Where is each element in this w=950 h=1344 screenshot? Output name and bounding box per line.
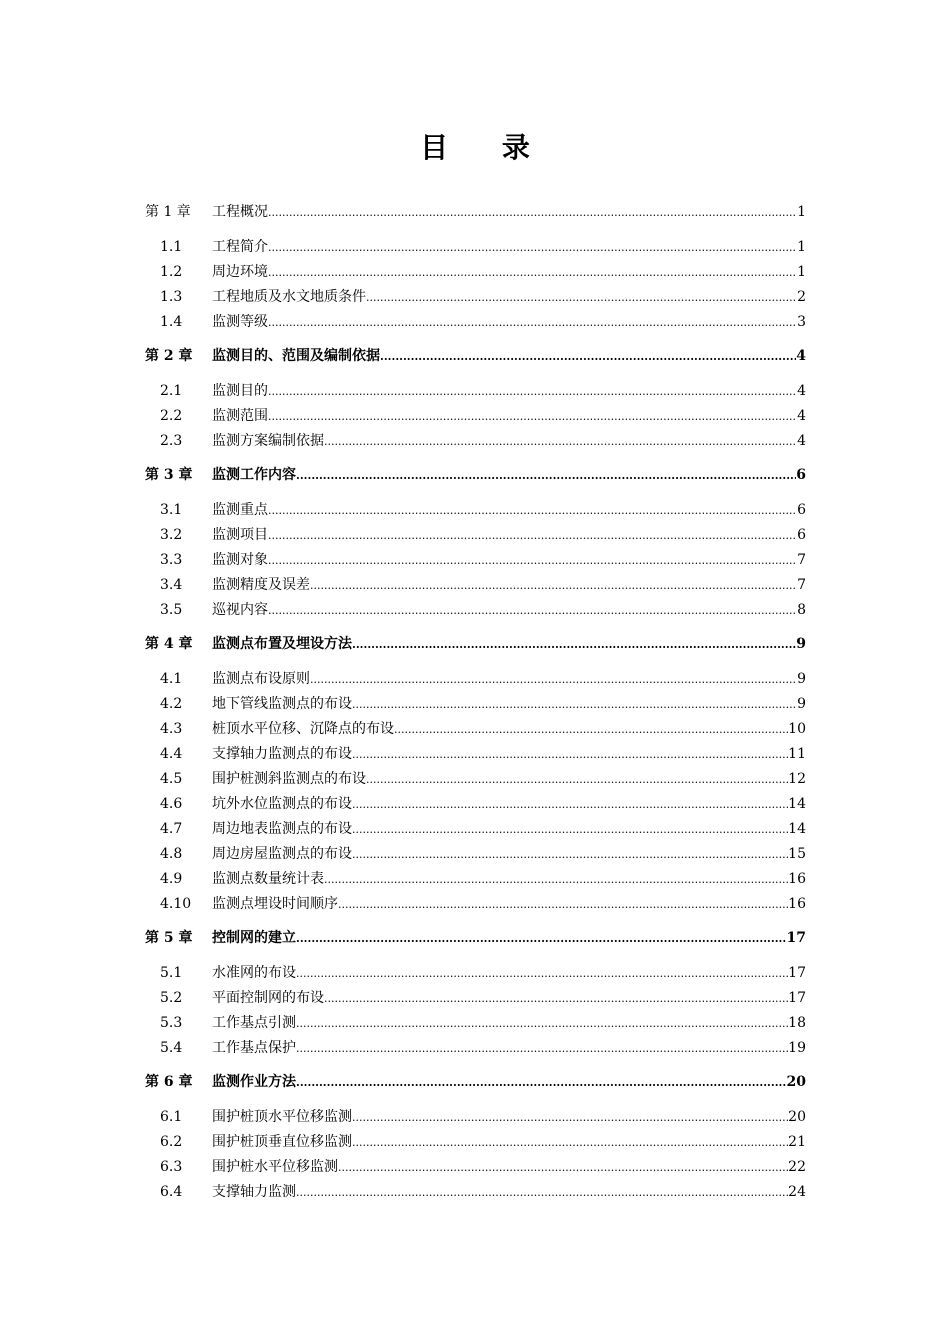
toc-entry-page-number: 4 (797, 433, 806, 449)
toc-entry-label: 监测目的、范围及编制依据 (212, 348, 380, 364)
toc-entry-number: 4.9 (160, 871, 183, 887)
toc-entry-line (212, 693, 806, 715)
toc-entry-number: 4.8 (160, 846, 183, 862)
toc-section-entry[interactable] (145, 236, 806, 258)
toc-entry-label: 监测精度及误差 (212, 577, 310, 593)
toc-entry-label: 周边房屋监测点的布设 (212, 846, 352, 862)
toc-entry-label: 巡视内容 (212, 602, 268, 618)
toc-entry-page-number: 2 (797, 289, 806, 305)
toc-section-entry[interactable] (145, 1131, 806, 1153)
toc-entry-line (212, 868, 806, 890)
toc-entry-number: 5.2 (160, 990, 183, 1006)
toc-entry-label: 周边地表监测点的布设 (212, 821, 352, 837)
toc-entry-line (212, 311, 806, 333)
toc-leader-dots (296, 1038, 788, 1059)
toc-entry-page-number: 20 (788, 1109, 806, 1125)
toc-entry-number: 5.1 (160, 965, 183, 981)
toc-section-entry[interactable] (145, 893, 806, 915)
toc-chapter-entry[interactable] (145, 1071, 806, 1093)
toc-entry-page-number: 9 (796, 636, 806, 652)
toc-chapter-entry[interactable] (145, 464, 806, 486)
toc-entry-line (212, 1181, 806, 1203)
toc-entry-number: 1.3 (160, 289, 183, 305)
toc-entry-page-number: 16 (788, 896, 806, 912)
toc-entry-label: 工程简介 (212, 239, 268, 255)
toc-entry-number: 6.1 (160, 1109, 183, 1125)
toc-entry-number: 第 4 章 (145, 636, 193, 652)
toc-entry-line (212, 668, 806, 690)
toc-section-entry[interactable] (145, 768, 806, 790)
toc-section-entry[interactable] (145, 987, 806, 1009)
toc-entry-number: 第 3 章 (145, 467, 193, 483)
toc-leader-dots (366, 287, 797, 308)
toc-entry-number: 3.1 (160, 502, 183, 518)
toc-entry-line (212, 718, 806, 740)
toc-section-entry[interactable] (145, 1106, 806, 1128)
toc-entry-line (212, 405, 806, 427)
toc-entry-page-number: 17 (786, 930, 806, 946)
toc-entry-number: 4.6 (160, 796, 183, 812)
toc-entry-label: 工程概况 (212, 204, 268, 220)
toc-entry-label: 监测点布设原则 (212, 671, 310, 687)
toc-leader-dots (296, 1072, 787, 1093)
toc-entry-page-number: 4 (797, 408, 806, 424)
toc-entry-line (212, 499, 806, 521)
toc-entry-line (212, 743, 806, 765)
toc-section-entry[interactable] (145, 868, 806, 890)
toc-entry-label: 监测目的 (212, 383, 268, 399)
toc-leader-dots (352, 844, 788, 865)
toc-entry-label: 桩顶水平位移、沉降点的布设 (212, 721, 394, 737)
toc-section-entry[interactable] (145, 843, 806, 865)
toc-section-entry[interactable] (145, 793, 806, 815)
toc-entry-line (212, 927, 806, 949)
toc-leader-dots (352, 744, 788, 765)
toc-entry-page-number: 1 (797, 204, 806, 220)
toc-entry-number: 4.5 (160, 771, 183, 787)
toc-entry-page-number: 1 (797, 239, 806, 255)
toc-leader-dots (366, 769, 788, 790)
toc-entry-line (212, 380, 806, 402)
toc-leader-dots (394, 719, 788, 740)
toc-entry-line (212, 236, 806, 258)
toc-entry-number: 5.3 (160, 1015, 183, 1031)
toc-entry-label: 监测等级 (212, 314, 268, 330)
toc-entry-line (212, 1012, 806, 1034)
toc-entry-number: 4.7 (160, 821, 183, 837)
toc-entry-label: 平面控制网的布设 (212, 990, 324, 1006)
toc-entry-label: 地下管线监测点的布设 (212, 696, 352, 712)
toc-leader-dots (352, 819, 788, 840)
toc-entry-page-number: 4 (796, 348, 806, 364)
toc-entry-page-number: 20 (786, 1074, 806, 1090)
toc-chapter-entry[interactable] (145, 201, 806, 223)
toc-entry-label: 工程地质及水文地质条件 (212, 289, 366, 305)
toc-entry-label: 监测点埋设时间顺序 (212, 896, 338, 912)
toc-entry-number: 1.4 (160, 314, 183, 330)
toc-entry-number: 1.1 (160, 239, 183, 255)
toc-entry-line (212, 599, 806, 621)
toc-section-entry[interactable] (145, 1181, 806, 1203)
toc-chapter-entry[interactable] (145, 345, 806, 367)
toc-entry-label: 工作基点保护 (212, 1040, 296, 1056)
toc-leader-dots (352, 1132, 788, 1153)
toc-section-entry[interactable] (145, 668, 806, 690)
toc-leader-dots (268, 237, 797, 258)
toc-entry-page-number: 6 (797, 502, 806, 518)
toc-section-entry[interactable] (145, 549, 806, 571)
toc-entry-label: 监测点布置及埋设方法 (212, 636, 352, 652)
toc-section-entry[interactable] (145, 405, 806, 427)
toc-leader-dots (380, 346, 796, 367)
toc-entry-line (212, 793, 806, 815)
toc-section-entry[interactable] (145, 818, 806, 840)
toc-entry-page-number: 12 (788, 771, 806, 787)
toc-entry-number: 4.2 (160, 696, 183, 712)
toc-leader-dots (352, 1107, 788, 1128)
toc-chapter-entry[interactable] (145, 633, 806, 655)
toc-entry-page-number: 16 (788, 871, 806, 887)
toc-section-entry[interactable] (145, 718, 806, 740)
toc-section-entry[interactable] (145, 1156, 806, 1178)
toc-entry-label: 监测重点 (212, 502, 268, 518)
toc-section-entry[interactable] (145, 430, 806, 452)
toc-section-entry[interactable] (145, 286, 806, 308)
toc-entry-line (212, 524, 806, 546)
toc-entry-line (212, 633, 806, 655)
toc-leader-dots (268, 262, 797, 283)
toc-entry-label: 围护桩水平位移监测 (212, 1159, 338, 1175)
toc-entry-label: 围护桩测斜监测点的布设 (212, 771, 366, 787)
toc-leader-dots (310, 575, 797, 596)
toc-entry-line (212, 843, 806, 865)
toc-entry-number: 5.4 (160, 1040, 183, 1056)
toc-section-entry[interactable] (145, 524, 806, 546)
toc-entry-line (212, 768, 806, 790)
page-title: 目 录 (420, 131, 552, 164)
toc-entry-page-number: 17 (788, 990, 806, 1006)
toc-leader-dots (324, 988, 788, 1009)
toc-entry-label: 工作基点引测 (212, 1015, 296, 1031)
toc-entry-number: 3.2 (160, 527, 183, 543)
toc-entry-label: 监测工作内容 (212, 467, 296, 483)
toc-entry-page-number: 11 (788, 746, 806, 762)
toc-entry-line (212, 893, 806, 915)
toc-section-entry[interactable] (145, 962, 806, 984)
toc-entry-line (212, 1156, 806, 1178)
toc-entry-number: 2.1 (160, 383, 183, 399)
toc-leader-dots (296, 963, 788, 984)
toc-entry-label: 监测方案编制依据 (212, 433, 324, 449)
toc-entry-page-number: 14 (788, 821, 806, 837)
toc-entry-number: 4.3 (160, 721, 183, 737)
toc-entry-page-number: 7 (797, 552, 806, 568)
toc-section-entry[interactable] (145, 261, 806, 283)
toc-section-entry[interactable] (145, 311, 806, 333)
toc-entry-line (212, 286, 806, 308)
toc-entry-label: 水准网的布设 (212, 965, 296, 981)
toc-entry-line (212, 1106, 806, 1128)
toc-leader-dots (338, 894, 788, 915)
toc-entry-label: 支撑轴力监测点的布设 (212, 746, 352, 762)
toc-entry-number: 第 6 章 (145, 1074, 193, 1090)
toc-entry-page-number: 1 (797, 264, 806, 280)
toc-entry-number: 3.4 (160, 577, 183, 593)
toc-entry-label: 控制网的建立 (212, 930, 296, 946)
toc-leader-dots (268, 550, 797, 571)
toc-entry-number: 4.4 (160, 746, 183, 762)
toc-entry-page-number: 9 (797, 671, 806, 687)
toc-entry-page-number: 3 (797, 314, 806, 330)
toc-entry-number: 6.2 (160, 1134, 183, 1150)
toc-entry-label: 围护桩顶水平位移监测 (212, 1109, 352, 1125)
toc-entry-line (212, 345, 806, 367)
toc-entry-page-number: 17 (788, 965, 806, 981)
toc-entry-page-number: 18 (788, 1015, 806, 1031)
toc-entry-page-number: 6 (797, 527, 806, 543)
toc-section-entry[interactable] (145, 1037, 806, 1059)
toc-leader-dots (352, 794, 788, 815)
toc-section-entry[interactable] (145, 599, 806, 621)
toc-entry-label: 支撑轴力监测 (212, 1184, 296, 1200)
toc-entry-number: 3.5 (160, 602, 183, 618)
toc-leader-dots (268, 312, 797, 333)
toc-entry-line (212, 1071, 806, 1093)
toc-chapter-entry[interactable] (145, 927, 806, 949)
toc-entry-page-number: 22 (788, 1159, 806, 1175)
toc-section-entry[interactable] (145, 499, 806, 521)
toc-entry-number: 第 1 章 (145, 204, 191, 220)
toc-entry-number: 6.3 (160, 1159, 183, 1175)
toc-entry-page-number: 10 (788, 721, 806, 737)
toc-entry-label: 坑外水位监测点的布设 (212, 796, 352, 812)
toc-entry-number: 第 5 章 (145, 930, 193, 946)
toc-leader-dots (310, 669, 797, 690)
toc-entry-label: 监测点数量统计表 (212, 871, 324, 887)
toc-entry-page-number: 14 (788, 796, 806, 812)
toc-entry-line (212, 464, 806, 486)
toc-entry-number: 4.1 (160, 671, 183, 687)
toc-leader-dots (296, 1013, 788, 1034)
toc-entry-label: 监测对象 (212, 552, 268, 568)
toc-entry-page-number: 7 (797, 577, 806, 593)
toc-section-entry[interactable] (145, 693, 806, 715)
toc-entry-number: 3.3 (160, 552, 183, 568)
toc-leader-dots (352, 634, 796, 655)
toc-entry-number: 4.10 (160, 896, 192, 912)
toc-entry-line (212, 261, 806, 283)
toc-leader-dots (268, 500, 797, 521)
toc-entry-line (212, 987, 806, 1009)
toc-entry-line (212, 962, 806, 984)
toc-leader-dots (268, 600, 797, 621)
toc-section-entry[interactable] (145, 743, 806, 765)
toc-leader-dots (324, 431, 797, 452)
toc-leader-dots (324, 869, 788, 890)
toc-leader-dots (268, 525, 797, 546)
toc-entry-label: 监测范围 (212, 408, 268, 424)
toc-entry-page-number: 19 (788, 1040, 806, 1056)
toc-entry-line (212, 574, 806, 596)
toc-entry-line (212, 1037, 806, 1059)
toc-leader-dots (296, 928, 787, 949)
toc-leader-dots (296, 1182, 788, 1203)
toc-leader-dots (338, 1157, 788, 1178)
toc-entry-number: 6.4 (160, 1184, 183, 1200)
toc-entry-page-number: 8 (797, 602, 806, 618)
toc-leader-dots (268, 406, 797, 427)
toc-section-entry[interactable] (145, 1012, 806, 1034)
toc-leader-dots (352, 694, 797, 715)
toc-entry-line (212, 818, 806, 840)
toc-entry-label: 周边环境 (212, 264, 268, 280)
toc-entry-page-number: 9 (797, 696, 806, 712)
toc-leader-dots (268, 202, 797, 223)
toc-entry-number: 第 2 章 (145, 348, 193, 364)
toc-entry-number: 1.2 (160, 264, 183, 280)
toc-section-entry[interactable] (145, 380, 806, 402)
toc-entry-line (212, 201, 806, 223)
toc-entry-label: 监测作业方法 (212, 1074, 296, 1090)
toc-entry-page-number: 6 (796, 467, 806, 483)
toc-entry-label: 监测项目 (212, 527, 268, 543)
toc-entry-line (212, 1131, 806, 1153)
toc-entry-number: 2.2 (160, 408, 183, 424)
toc-entry-line (212, 430, 806, 452)
toc-entry-page-number: 24 (788, 1184, 806, 1200)
toc-entry-page-number: 4 (797, 383, 806, 399)
toc-entry-label: 围护桩顶垂直位移监测 (212, 1134, 352, 1150)
toc-entry-line (212, 549, 806, 571)
toc-entry-page-number: 15 (788, 846, 806, 862)
toc-section-entry[interactable] (145, 574, 806, 596)
toc-entry-number: 2.3 (160, 433, 183, 449)
toc-leader-dots (268, 381, 797, 402)
toc-entry-page-number: 21 (788, 1134, 806, 1150)
toc-leader-dots (296, 465, 796, 486)
